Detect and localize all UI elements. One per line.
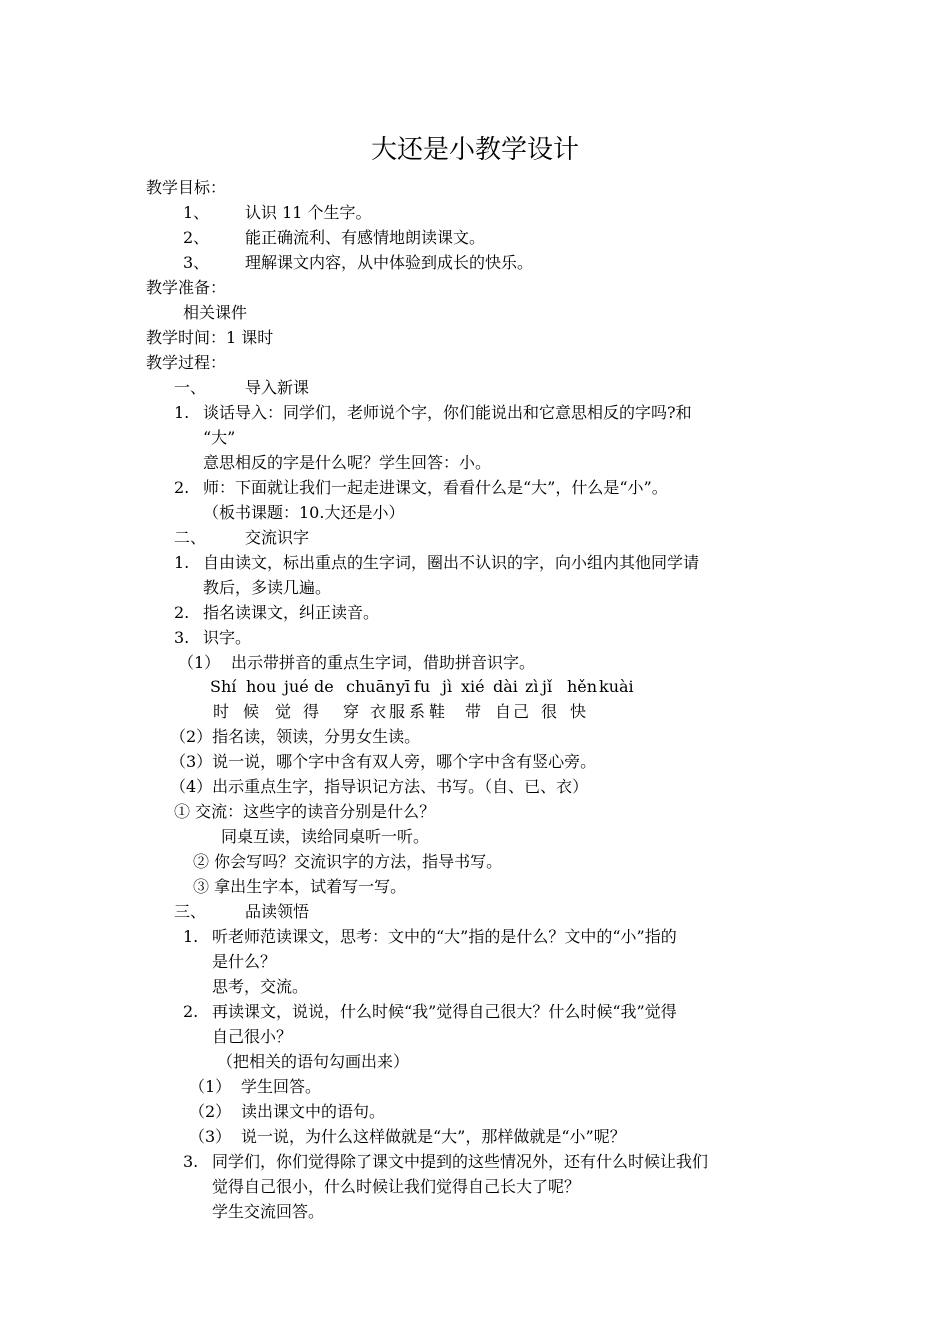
hanzi-row <box>0 701 950 723</box>
item-number: 2. <box>174 603 190 622</box>
hanzi-char: 时 <box>213 702 230 721</box>
sub-text: 出示带拼音的重点生字词，借助拼音识字。 <box>231 653 536 672</box>
hanzi-char: 候 <box>243 702 260 721</box>
pinyin-row <box>0 676 950 698</box>
pinyin-syllable: de <box>314 677 334 696</box>
goal-text: 理解课文内容，从中体验到成长的快乐。 <box>245 253 534 272</box>
goals-heading: 教学目标： <box>146 178 227 197</box>
section-number: 三、 <box>174 902 207 921</box>
sub-number: （2） <box>189 1102 232 1121</box>
sub-text: 说一说，为什么这样做就是“大”，那样做就是“小”呢？ <box>241 1127 626 1146</box>
item-number: 1. <box>174 403 190 422</box>
sub-text: 学生回答。 <box>241 1077 322 1096</box>
time-line: 教学时间：1 课时 <box>146 328 274 347</box>
circled-step: ③ 拿出生字本，试着写一写。 <box>193 877 407 896</box>
goal-number: 1、 <box>183 203 210 222</box>
circled-step: ② 你会写吗？交流识字的方法，指导书写。 <box>193 852 503 871</box>
sub-number: （3） <box>189 1127 232 1146</box>
hanzi-char: 自 <box>495 702 512 721</box>
item-text: 自由读文，标出重点的生字词，圈出不认识的字，向小组内其他同学请 <box>203 553 700 572</box>
item-text: 学生交流回答。 <box>212 1202 325 1221</box>
item-text: 指名读课文，纠正读音。 <box>203 603 380 622</box>
pinyin-syllable: jì <box>442 677 453 696</box>
hanzi-char: 服 <box>389 702 406 721</box>
item-number: 2. <box>183 1002 199 1021</box>
pinyin-syllable: hěn <box>567 677 598 696</box>
item-text: 教后，多读几遍。 <box>203 578 332 597</box>
section-number: 二、 <box>174 528 207 547</box>
sub-text: 读出课文中的语句。 <box>241 1102 386 1121</box>
circled-step-text: 同桌互读，读给同桌听一听。 <box>221 827 430 846</box>
hanzi-char: 很 <box>541 702 558 721</box>
hanzi-char: 带 <box>465 702 482 721</box>
goal-number: 3、 <box>183 253 210 272</box>
pinyin-syllable: chuān <box>346 677 396 696</box>
hanzi-char: 己 <box>513 702 530 721</box>
item-text: 意思相反的字是什么呢？学生回答：小。 <box>203 453 492 472</box>
item-text: 同学们，你们觉得除了课文中提到的这些情况外，还有什么时候让我们 <box>212 1152 709 1171</box>
hanzi-char: 觉 <box>275 702 292 721</box>
item-text: 听老师范读课文，思考：文中的“大”指的是什么？文中的“小”指的 <box>212 927 677 946</box>
section-title: 品读领悟 <box>245 902 310 921</box>
document-title: 大还是小教学设计 <box>370 135 579 165</box>
hanzi-char: 快 <box>570 702 587 721</box>
item-number: 1. <box>174 553 190 572</box>
goal-number: 2、 <box>183 228 210 247</box>
item-text: 师：下面就让我们一起走进课文，看看什么是“大”，什么是“小”。 <box>203 478 668 497</box>
pinyin-syllable: Shí <box>210 677 237 696</box>
item-number: 3. <box>183 1152 199 1171</box>
item-text: 谈话导入：同学们，老师说个字，你们能说出和它意思相反的字吗?和 <box>203 403 692 422</box>
sub-text: （2）指名读，领读，分男女生读。 <box>170 727 421 746</box>
item-number: 2. <box>174 478 190 497</box>
item-text: （板书课题：10.大还是小） <box>203 503 405 522</box>
item-number: 1. <box>183 927 199 946</box>
item-number: 3. <box>174 628 190 647</box>
item-text: 再读课文，说说，什么时候“我”觉得自己很大？什么时候“我”觉得 <box>212 1002 677 1021</box>
process-heading: 教学过程： <box>146 353 227 372</box>
sub-number: （1） <box>189 1077 232 1096</box>
hanzi-char: 系 <box>409 702 426 721</box>
item-text: （把相关的语句勾画出来） <box>217 1052 410 1071</box>
section-number: 一、 <box>174 378 207 397</box>
hanzi-char: 得 <box>303 702 320 721</box>
pinyin-syllable: fu <box>414 677 431 696</box>
sub-number: （1） <box>178 653 221 672</box>
pinyin-syllable: hou <box>246 677 277 696</box>
pinyin-syllable: xié <box>461 677 485 696</box>
hanzi-char: 穿 <box>343 702 360 721</box>
hanzi-char: 衣 <box>370 702 387 721</box>
pinyin-syllable: yī <box>396 677 411 696</box>
pinyin-syllable: jǐ <box>542 677 553 696</box>
pinyin-syllable: zì <box>525 677 539 696</box>
prep-heading: 教学准备： <box>146 278 227 297</box>
item-text: 是什么？ <box>212 952 277 971</box>
goal-text: 认识 11 个生字。 <box>245 203 372 222</box>
item-text: 思考，交流。 <box>212 977 309 996</box>
pinyin-syllable: kuài <box>599 677 634 696</box>
prep-text: 相关课件 <box>183 303 248 322</box>
section-title: 交流识字 <box>245 528 310 547</box>
item-text: 识字。 <box>203 628 252 647</box>
section-title: 导入新课 <box>245 378 310 397</box>
sub-text: （3）说一说，哪个字中含有双人旁，哪个字中含有竖心旁。 <box>170 752 597 771</box>
sub-text: （4）出示重点生字，指导识记方法、书写。（自、已、衣） <box>170 777 589 796</box>
circled-step: ① 交流：这些字的读音分别是什么？ <box>174 802 436 821</box>
goal-text: 能正确流利、有感情地朗读课文。 <box>245 228 486 247</box>
hanzi-char: 鞋 <box>429 702 446 721</box>
pinyin-syllable: jué <box>284 677 309 696</box>
pinyin-syllable: dài <box>493 677 518 696</box>
item-text: 自己很小？ <box>212 1027 293 1046</box>
item-text: “大” <box>203 428 236 447</box>
item-text: 觉得自己很小，什么时候让我们觉得自己长大了呢？ <box>212 1177 581 1196</box>
